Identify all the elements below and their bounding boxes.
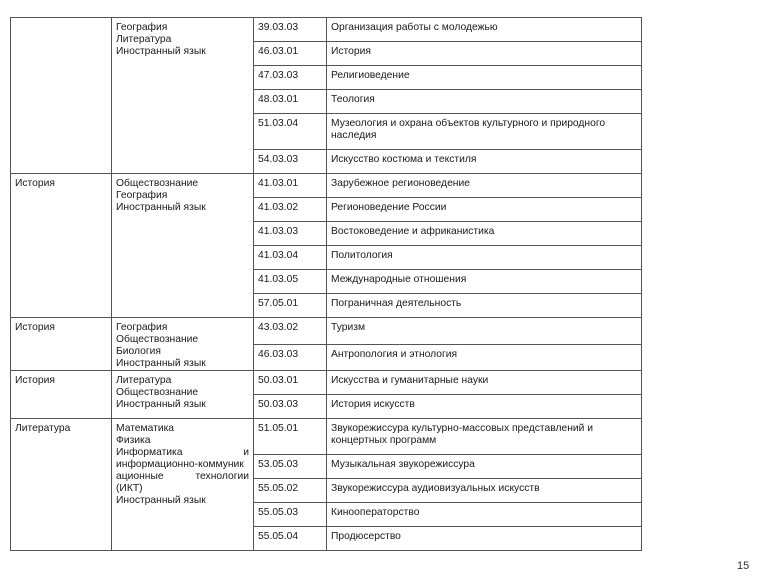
program-code: 48.03.01	[254, 90, 327, 114]
profile-subject-cell: История	[11, 318, 112, 371]
program-code: 39.03.03	[254, 18, 327, 42]
program-code: 55.05.04	[254, 527, 327, 551]
profile-subject-cell: Литература	[11, 419, 112, 551]
program-name: Теология	[327, 90, 642, 114]
exam-subject: Литература	[116, 34, 172, 45]
program-code: 46.03.01	[254, 42, 327, 66]
program-name: История	[327, 42, 642, 66]
program-name: Регионоведение России	[327, 198, 642, 222]
exam-subject: Биология	[116, 346, 161, 357]
program-name: Туризм	[327, 318, 642, 345]
program-code: 53.05.03	[254, 455, 327, 479]
program-name: Антропология и этнология	[327, 344, 642, 371]
exam-subject: ационные технологии	[116, 471, 249, 482]
exam-subject: Математика	[116, 423, 175, 434]
table-row	[11, 371, 642, 395]
exam-subjects-cell	[112, 318, 254, 371]
program-code: 43.03.02	[254, 318, 327, 345]
program-name: Продюсерство	[327, 527, 642, 551]
table-row	[11, 174, 642, 198]
exam-subject: Иностранный язык	[116, 399, 206, 410]
program-code: 50.03.03	[254, 395, 327, 419]
program-name: Звукорежиссура культурно-массовых представлений и концертных программ	[327, 419, 642, 455]
program-name: Искусства и гуманитарные науки	[327, 371, 642, 395]
program-name: Зарубежное регионоведение	[327, 174, 642, 198]
program-code: 41.03.04	[254, 246, 327, 270]
program-name: Религиоведение	[327, 66, 642, 90]
exam-subjects-cell	[112, 371, 254, 419]
program-code: 51.05.01	[254, 419, 327, 455]
exam-subject: Иностранный язык	[116, 358, 206, 369]
program-code: 50.03.01	[254, 371, 327, 395]
exam-subjects-cell	[112, 419, 254, 551]
program-name: Востоковедение и африканистика	[327, 222, 642, 246]
program-code: 54.03.03	[254, 150, 327, 174]
exam-subject: Литература	[116, 375, 172, 386]
table-row	[11, 318, 642, 345]
program-name: Искусство костюма и текстиля	[327, 150, 642, 174]
exam-subject: Иностранный язык	[116, 202, 206, 213]
program-code: 57.05.01	[254, 294, 327, 318]
program-code: 41.03.01	[254, 174, 327, 198]
exam-subjects-cell	[112, 174, 254, 318]
exam-subject: География	[116, 322, 168, 333]
program-code: 55.05.02	[254, 479, 327, 503]
profile-subject-cell	[11, 18, 112, 174]
program-name: Кинооператорство	[327, 503, 642, 527]
exam-subject: (ИКТ)	[116, 483, 143, 494]
program-name: Пограничная деятельность	[327, 294, 642, 318]
program-name: Организация работы с молодежью	[327, 18, 642, 42]
program-code: 41.03.03	[254, 222, 327, 246]
profile-subject-cell: История	[11, 371, 112, 419]
program-code: 46.03.03	[254, 344, 327, 371]
program-name: Звукорежиссура аудиовизуальных искусств	[327, 479, 642, 503]
exam-subject: География	[116, 22, 168, 33]
exam-subjects-cell	[112, 18, 254, 174]
table-row	[11, 18, 642, 42]
exam-subject: Обществознание	[116, 178, 199, 189]
exam-subject: Иностранный язык	[116, 46, 206, 57]
program-name: Музеология и охрана объектов культурного и природного наследия	[327, 114, 642, 150]
program-code: 41.03.05	[254, 270, 327, 294]
exam-subject: Обществознание	[116, 334, 199, 345]
exam-subject: информационно-коммуник	[116, 459, 244, 470]
program-name: Политология	[327, 246, 642, 270]
exam-subject: Иностранный язык	[116, 495, 206, 506]
program-name: Музыкальная звукорежиссура	[327, 455, 642, 479]
exam-subject: Обществознание	[116, 387, 199, 398]
exam-subject: Информатика и	[116, 447, 249, 458]
profile-subject-cell: История	[11, 174, 112, 318]
table-row	[11, 419, 642, 455]
exam-subject: География	[116, 190, 168, 201]
program-name: Международные отношения	[327, 270, 642, 294]
program-name: История искусств	[327, 395, 642, 419]
program-code: 51.03.04	[254, 114, 327, 150]
programs-table	[10, 17, 642, 551]
program-code: 47.03.03	[254, 66, 327, 90]
exam-subject: Физика	[116, 435, 151, 446]
program-code: 41.03.02	[254, 198, 327, 222]
page-number: 15	[737, 560, 750, 572]
program-code: 55.05.03	[254, 503, 327, 527]
